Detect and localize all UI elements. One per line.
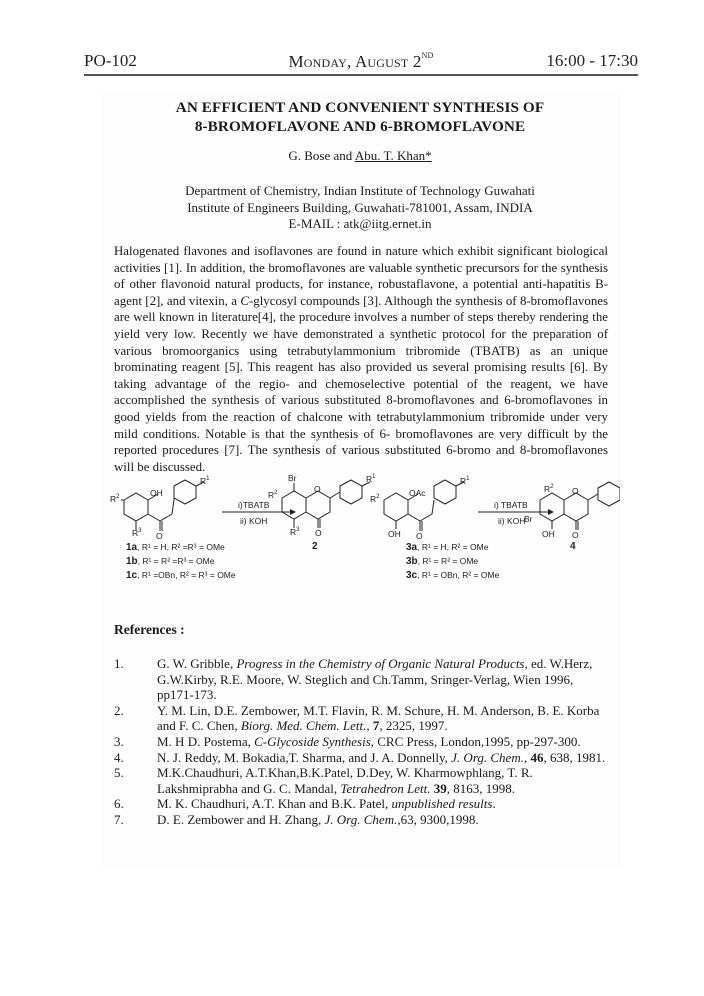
reference-item bbox=[114, 703, 610, 734]
phenyl-ring bbox=[340, 480, 362, 504]
reference-number: 7. bbox=[114, 811, 124, 827]
atom-br-4: Br bbox=[524, 514, 533, 524]
date-suffix: ND bbox=[421, 51, 434, 60]
reference-ital: Biorg. Med. Chem. Lett. bbox=[240, 718, 367, 734]
reference-text bbox=[157, 812, 610, 828]
atom-ring-o-4: O bbox=[572, 486, 579, 496]
abstract-text-a: Halogenated flavones and isoflavones are found in nature which exhibit significant biological activities [1]. In addition, the bromoflavones are valuable synthetic precursors for the synthesis of other flavonoid natural products, for instance, robustaflavone, a potential anti-hapatitis B-agent [2], and vitexin, a bbox=[114, 244, 608, 308]
reference-ital: J. Org. Chem. bbox=[451, 749, 524, 765]
reference-pre: N. J. Reddy, M. Bokadia,T. Sharma, and J. A. Donnelly, bbox=[157, 749, 452, 765]
compound-3b: 3b, R¹ = R² = OMe bbox=[406, 556, 479, 567]
compound-1b: 1b, R¹ = R² =R³ = OMe bbox=[126, 556, 215, 567]
atom-r1: $R^1$ bbox=[200, 476, 210, 486]
contact-email: E-MAIL : atk@iitg.ernet.in bbox=[288, 216, 432, 231]
reference-item bbox=[114, 812, 610, 828]
paper-title bbox=[110, 98, 610, 136]
atom-r1-product: $R^1$ bbox=[366, 474, 376, 484]
reference-pre: G. W. Gribble, bbox=[157, 656, 237, 671]
author-corresponding: Abu. T. Khan* bbox=[354, 148, 432, 163]
reference-pre: D. E. Zembower and H. Zhang, bbox=[157, 811, 325, 827]
reference-ital: Tetrahedron Lett. bbox=[340, 780, 431, 796]
affiliation-line-2: Institute of Engineers Building, Guwahati-781001, Assam, INDIA bbox=[187, 199, 533, 215]
reagent-step-1: i)TBATB bbox=[238, 500, 270, 510]
reference-text bbox=[157, 796, 610, 812]
poster-number: PO-102 bbox=[84, 51, 137, 70]
atom-o-product: O bbox=[315, 528, 322, 538]
reference-item bbox=[114, 765, 610, 796]
reagent-step-2: ii) KOH bbox=[240, 516, 268, 526]
reference-mid: ,63, 9300,1998. bbox=[397, 811, 479, 827]
reference-pre: Y. M. Lin, D.E. Zembower, M.T. Flavin, R. M. Schure, H. M. Anderson, B. E. Korba and F. C. Chen, bbox=[157, 702, 600, 734]
reference-item bbox=[114, 734, 610, 750]
aryl-ring-d bbox=[434, 480, 456, 504]
authors bbox=[110, 148, 610, 164]
compound-3a: 3a, R¹ = H, R² = OMe bbox=[406, 542, 489, 553]
reagent-step-1-right: i) TBATB bbox=[494, 500, 528, 510]
atom-r2-4: $R^2$ bbox=[544, 484, 554, 494]
reference-text bbox=[157, 656, 610, 703]
atom-oh-4: OH bbox=[542, 529, 555, 539]
atom-oh-3: OH bbox=[388, 529, 401, 539]
benzo-ring bbox=[282, 491, 306, 519]
flavone-structure-2 bbox=[282, 480, 370, 528]
pyranone-ring bbox=[306, 491, 330, 519]
atom-r3-product: $R^3$ bbox=[290, 527, 300, 537]
reference-ital: C-Glycoside Synthesis bbox=[254, 733, 371, 749]
abstract-italic: C bbox=[240, 293, 249, 308]
compound-label-4: 4 bbox=[570, 541, 576, 552]
atom-ring-o: O bbox=[314, 484, 321, 494]
compound-1a: 1a, R¹ = H, R² =R³ = OMe bbox=[126, 542, 225, 553]
reference-mid: . bbox=[492, 796, 496, 812]
atom-oh: OH bbox=[150, 488, 163, 498]
reference-item bbox=[114, 796, 610, 812]
reference-number: 6. bbox=[114, 796, 124, 812]
reaction-scheme bbox=[110, 473, 620, 596]
reference-text bbox=[157, 750, 610, 766]
reagent-step-2-right: ii) KOH bbox=[498, 516, 526, 526]
reference-ital: Progress in the Chemistry of Organic Natural Products, bbox=[236, 656, 528, 671]
atom-r3: $R^3$ bbox=[132, 528, 142, 538]
atom-r1-3: $R^1$ bbox=[460, 476, 470, 486]
reference-number: 2. bbox=[114, 702, 124, 718]
reference-bold: 39 bbox=[433, 780, 447, 796]
reference-post: , 638, 1981. bbox=[543, 749, 606, 765]
reference-text bbox=[157, 703, 610, 734]
aryl-ring-c bbox=[384, 493, 408, 521]
reference-text bbox=[157, 765, 610, 796]
phenyl-ring-4 bbox=[598, 482, 620, 506]
compound-3c: 3c, R¹ = OBn, R² = OMe bbox=[406, 570, 500, 581]
compound-label-2: 2 bbox=[312, 541, 318, 552]
references-heading: References : bbox=[114, 622, 185, 637]
benzo-ring-4 bbox=[540, 493, 564, 521]
reference-pre: M. K. Chaudhuri, A.T. Khan and B.K. Patel, bbox=[157, 796, 392, 812]
session-time: 16:00 - 17:30 bbox=[546, 51, 638, 70]
reference-ital: J. Org. Chem. bbox=[324, 811, 398, 827]
reference-item bbox=[114, 656, 610, 703]
abstract-text-b: -glycosyl compounds [3]. Although the synthesis of 8-bromoflavones are well known in literature[4], the procedure involves a number of steps thereby rendering the yield very low. Recently we have demonstrated a synthetic protocol for the preparation of various bromoorganics using tetrabutylammonium tribromide (TBATB) as an unique brominating reagent [5]. This reagent has also provided us several promising results [6]. By taking advantage of the regio- and chemoselective potential of the reagent, we have accomplished the synthesis of various substituted 8-bromoflavones and 6-bromoflavones in good yields from the reaction of chalcone with tetrabutylammonium tribromide under very mild conditions. Notable is that the synthesis of 6- bromoflavones are very difficult by the reported procedures [7]. The synthesis of various substituted 6-bromo and 8-bromoflavones will be discussed. bbox=[114, 293, 609, 474]
atom-r2: $R^2$ bbox=[110, 494, 120, 504]
reference-mid: , bbox=[366, 718, 373, 734]
aryl-ring-b bbox=[174, 480, 196, 504]
reference-mid: , bbox=[523, 749, 531, 765]
atom-o: O bbox=[156, 531, 163, 541]
atom-o-3: O bbox=[416, 531, 423, 541]
author-first: G. Bose and bbox=[288, 148, 355, 163]
atom-o-4: O bbox=[572, 530, 579, 540]
atom-r2-product: $R^2$ bbox=[268, 490, 278, 500]
reference-ital: unpublished results bbox=[391, 796, 493, 812]
title-line-1: AN EFFICIENT AND CONVENIENT SYNTHESIS OF bbox=[175, 99, 545, 116]
title-line-2: 8-BROMOFLAVONE AND 6-BROMOFLAVONE bbox=[194, 118, 526, 135]
reference-bold: 7 bbox=[372, 718, 380, 734]
reference-post: , 2325, 1997. bbox=[379, 718, 448, 734]
reference-item bbox=[114, 750, 610, 766]
atom-r2-3: $R^2$ bbox=[370, 494, 380, 504]
reference-pre: M. H D. Postema, bbox=[157, 733, 255, 749]
running-head bbox=[84, 48, 638, 76]
reference-number: 1. bbox=[114, 656, 124, 671]
atom-oac: OAc bbox=[409, 488, 426, 498]
reference-mid: , CRC Press, London,1995, pp-297-300. bbox=[370, 733, 581, 749]
references-list bbox=[114, 656, 610, 828]
abstract-body bbox=[114, 243, 608, 475]
reference-pre: M.K.Chaudhuri, A.T.Khan,B.K.Patel, D.Dey, W. Kharmowphlang, T. R. Lakshmiprabha and G. C. Mandal, bbox=[157, 765, 533, 796]
reference-number: 3. bbox=[114, 733, 124, 749]
abstract-paragraph bbox=[114, 243, 608, 475]
atom-br: Br bbox=[288, 473, 297, 483]
reference-text bbox=[157, 734, 610, 750]
reference-bold: 46 bbox=[530, 749, 544, 765]
aryl-ring-a bbox=[124, 493, 148, 521]
compound-1c: 1c, R¹ =OBn, R² = R³ = OMe bbox=[126, 570, 236, 581]
reference-mid: ed. W.Herz, G.W.Kirby, R.E. Moore, W. Steglich and Ch.Tamm, Sringer-Verlag, Wien 1996, pp171-173. bbox=[157, 656, 593, 703]
affiliation bbox=[110, 183, 610, 233]
pyranone-ring-4 bbox=[564, 493, 588, 521]
session-date-text: Monday, August 2 bbox=[288, 52, 422, 71]
reference-number: 5. bbox=[114, 765, 124, 781]
reference-number: 4. bbox=[114, 749, 124, 765]
affiliation-line-1: Department of Chemistry, Indian Institute of Technology Guwahati bbox=[185, 183, 535, 198]
reference-post: , 8163, 1998. bbox=[446, 780, 515, 796]
